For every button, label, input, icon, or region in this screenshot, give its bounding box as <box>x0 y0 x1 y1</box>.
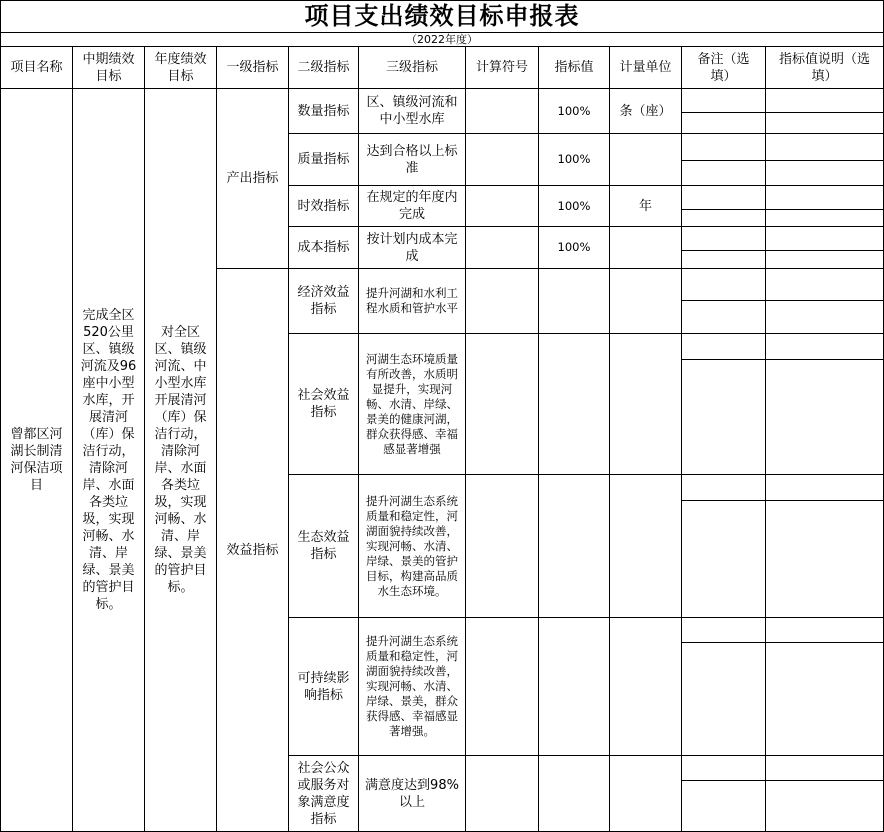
grid-line <box>681 359 884 360</box>
mid-goal-cell: 完成全区520公里区、镇级河流及96座中小型水库，开展清河（库）保洁行动，清除河岸、水面各类垃圾，实现河畅、水清、岸绿、景美的管护目标。 <box>80 308 137 612</box>
header-value-desc: 指标值说明（选填） <box>778 51 870 84</box>
header-level3: 三级指标 <box>385 60 438 75</box>
level3-cell: 河湖生态环境质量有所改善，水质明显提升，实现河畅、水清、岸绿、景美的健康河湖，群众获得感、幸福感显著增强 <box>366 351 458 456</box>
header-calc-symbol: 计算符号 <box>475 60 528 75</box>
unit-cell <box>610 134 681 185</box>
grid-line <box>681 160 884 161</box>
grid-line <box>681 300 884 301</box>
level1-output: 产出指标 <box>226 171 279 186</box>
level2-cell: 质量指标 <box>297 152 350 167</box>
grid-line <box>681 642 884 643</box>
year-note: （2022年度） <box>406 33 478 46</box>
level3-cell: 按计划内成本完成 <box>366 231 458 264</box>
level2-cell: 社会公众或服务对象满意度指标 <box>297 760 350 827</box>
level2-cell: 生态效益指标 <box>297 530 350 562</box>
grid-line <box>465 46 466 832</box>
header-unit: 计量单位 <box>619 60 672 75</box>
level3-cell: 提升河湖和水利工程水质和管护水平 <box>366 286 458 315</box>
grid-line <box>681 209 884 210</box>
grid-line <box>681 112 884 113</box>
grid-line <box>681 780 884 781</box>
unit-cell: 年 <box>638 198 652 214</box>
grid-line <box>765 46 766 832</box>
level3-cell: 提升河湖生态系统质量和稳定性，河湖面貌持续改善，实现河畅、水清、岸绿、景美，群众获得感、幸福感显著增强。 <box>366 634 458 738</box>
header-project-name: 项目名称 <box>10 60 63 75</box>
indicator-value-cell: 100% <box>557 240 591 254</box>
level1-benefit: 效益指标 <box>226 542 279 558</box>
indicator-value-cell: 100% <box>557 103 591 118</box>
level2-cell: 经济效益指标 <box>297 285 350 317</box>
header-mid-goal: 中期绩效目标 <box>82 51 135 84</box>
header-level1: 一级指标 <box>226 60 279 75</box>
header-annual-goal: 年度绩效目标 <box>154 51 207 84</box>
unit-cell: 条（座） <box>619 103 672 119</box>
annual-goal-cell: 对全区区、镇级河流、中小型水库开展清河（库）保洁行动，清除河岸、水面各类垃圾，实现河畅、水清、岸绿、景美的管护目标。 <box>154 325 207 595</box>
level3-cell: 满意度达到98%以上 <box>365 777 459 810</box>
grid-line <box>681 250 884 251</box>
level2-cell: 社会效益指标 <box>297 388 350 420</box>
level2-cell: 时效指标 <box>297 198 350 214</box>
level2-cell: 可持续影响指标 <box>297 670 350 703</box>
page-title: 项目支出绩效目标申报表 <box>304 2 580 30</box>
grid-line <box>681 500 884 501</box>
level3-cell: 达到合格以上标准 <box>366 143 458 176</box>
indicator-value-cell: 100% <box>557 152 591 166</box>
level2-cell: 数量指标 <box>297 103 350 119</box>
header-indicator-value: 指标值 <box>554 60 594 75</box>
indicator-value-cell: 100% <box>557 198 591 213</box>
unit-cell <box>610 227 681 268</box>
level2-cell: 成本指标 <box>297 240 350 255</box>
level3-cell: 区、镇级河流和中小型水库 <box>366 95 458 127</box>
level3-cell: 提升河湖生态系统质量和稳定性，河湖面貌持续改善，实现河畅、水清、岸绿、景美的管护目标，构建高品质水生态环境。 <box>366 493 458 598</box>
grid-line <box>681 46 682 832</box>
level3-cell: 在规定的年度内完成 <box>366 190 458 222</box>
project-name-cell: 曾都区河湖长制清河保洁项目 <box>10 427 63 493</box>
header-level2: 二级指标 <box>297 60 350 75</box>
header-remark: 备注（选填） <box>697 51 750 84</box>
